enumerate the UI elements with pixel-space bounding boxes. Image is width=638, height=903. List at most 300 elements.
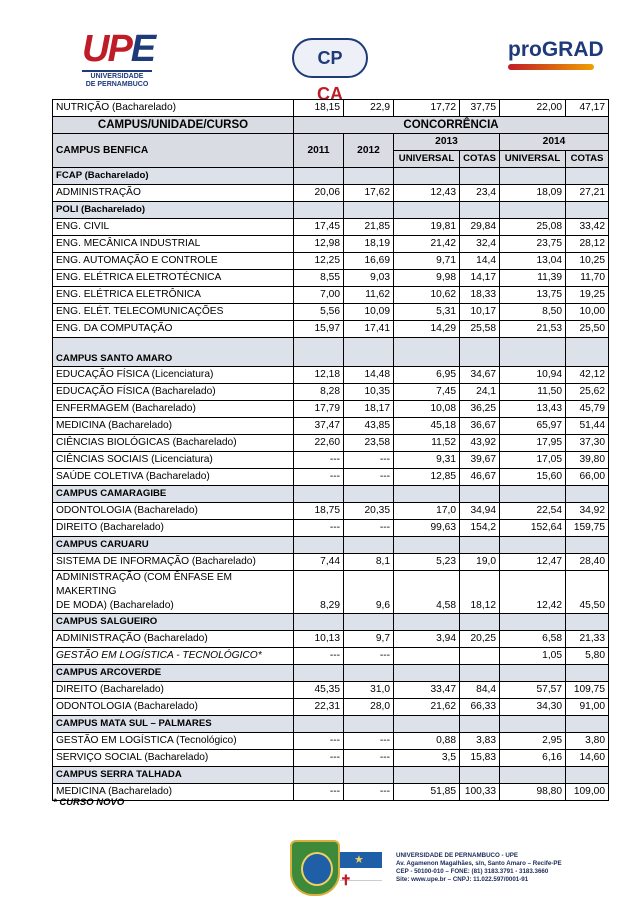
value-cell: --- [294, 733, 344, 750]
section-label: CAMPUS ARCOVERDE [53, 665, 294, 682]
page-header [0, 0, 638, 104]
empty-cell [566, 665, 609, 682]
value-cell: 21,33 [566, 631, 609, 648]
value-cell: 42,12 [566, 367, 609, 384]
value-cell: 20,25 [460, 631, 500, 648]
course-name: SAÚDE COLETIVA (Bacharelado) [53, 469, 294, 486]
header-row [53, 117, 609, 134]
value-cell: 10,09 [344, 304, 394, 321]
course-name: GESTÃO EM LOGÍSTICA (Tecnológico) [53, 733, 294, 750]
empty-cell [460, 202, 500, 219]
value-cell: 7,44 [294, 554, 344, 571]
section-label: POLI (Bacharelado) [53, 202, 294, 219]
empty-cell [294, 168, 344, 185]
value-cell: 33,42 [566, 219, 609, 236]
value-cell: 2,95 [500, 733, 566, 750]
empty-cell [460, 537, 500, 554]
value-cell: 25,08 [500, 219, 566, 236]
value-cell: 11,52 [394, 435, 460, 452]
empty-cell [500, 716, 566, 733]
course-name-line: ADMINISTRAÇÃO (COM ÊNFASE EM MAKERTING [56, 572, 233, 597]
table-row [53, 469, 609, 486]
section-row [53, 537, 609, 554]
value-cell: 23,75 [500, 236, 566, 253]
empty-cell [394, 767, 460, 784]
value-cell: 36,25 [460, 401, 500, 418]
header-universal: UNIVERSAL [394, 151, 460, 168]
empty-cell [460, 767, 500, 784]
value-cell: --- [294, 469, 344, 486]
value-cell: 28,0 [344, 699, 394, 716]
value-cell: --- [344, 750, 394, 767]
table-row [53, 435, 609, 452]
header-campus-unidade-curso: CAMPUS/UNIDADE/CURSO [53, 117, 294, 134]
value-cell: 10,17 [460, 304, 500, 321]
value-cell: 45,35 [294, 682, 344, 699]
value-cell: 19,0 [460, 554, 500, 571]
value-cell: 17,41 [344, 321, 394, 338]
section-row [53, 665, 609, 682]
value-cell: 12,85 [394, 469, 460, 486]
value-cell: 5,23 [394, 554, 460, 571]
value-cell: 3,5 [394, 750, 460, 767]
empty-cell [344, 202, 394, 219]
section-label: CAMPUS SALGUEIRO [53, 614, 294, 631]
section-row [53, 767, 609, 784]
table-row [53, 253, 609, 270]
value-cell: 98,80 [500, 784, 566, 801]
value-cell: 24,1 [460, 384, 500, 401]
course-name [53, 571, 294, 614]
section-row [53, 716, 609, 733]
table-row [53, 100, 609, 117]
course-name: EDUCAÇÃO FÍSICA (Bacharelado) [53, 384, 294, 401]
value-cell: 29,84 [460, 219, 500, 236]
empty-cell [394, 338, 460, 367]
empty-cell [344, 767, 394, 784]
table-row [53, 219, 609, 236]
empty-cell [460, 168, 500, 185]
value-cell: 13,43 [500, 401, 566, 418]
value-cell: 12,98 [294, 236, 344, 253]
value-cell: 18,75 [294, 503, 344, 520]
empty-cell [460, 665, 500, 682]
course-name: ENG. ELÉT. TELECOMUNICAÇÕES [53, 304, 294, 321]
value-cell: 15,97 [294, 321, 344, 338]
empty-cell [394, 614, 460, 631]
value-cell: 18,15 [294, 100, 344, 117]
value-cell: 21,85 [344, 219, 394, 236]
value-cell: 91,00 [566, 699, 609, 716]
table-row [53, 367, 609, 384]
value-cell: 18,12 [460, 571, 500, 614]
header-cotas: COTAS [566, 151, 609, 168]
empty-cell [294, 537, 344, 554]
empty-cell [566, 614, 609, 631]
value-cell: 22,31 [294, 699, 344, 716]
value-cell: 28,12 [566, 236, 609, 253]
value-cell: 100,33 [460, 784, 500, 801]
value-cell: 0,88 [394, 733, 460, 750]
value-cell: 45,50 [566, 571, 609, 614]
value-cell: 11,39 [500, 270, 566, 287]
empty-cell [566, 537, 609, 554]
course-name: SISTEMA DE INFORMAÇÃO (Bacharelado) [53, 554, 294, 571]
value-cell: 21,62 [394, 699, 460, 716]
value-cell: 17,05 [500, 452, 566, 469]
value-cell: 13,04 [500, 253, 566, 270]
value-cell: 51,85 [394, 784, 460, 801]
empty-cell [294, 614, 344, 631]
value-cell: 8,28 [294, 384, 344, 401]
course-name: SERVIÇO SOCIAL (Bacharelado) [53, 750, 294, 767]
value-cell: --- [294, 648, 344, 665]
value-cell: --- [294, 784, 344, 801]
value-cell: 37,30 [566, 435, 609, 452]
course-name: ENG. ELÉTRICA ELETRÔNICA [53, 287, 294, 304]
empty-cell [566, 338, 609, 367]
course-name: MEDICINA (Bacharelado) [53, 784, 294, 801]
value-cell: 8,55 [294, 270, 344, 287]
value-cell: 3,83 [460, 733, 500, 750]
header-concorrencia: CONCORRÊNCIA [294, 117, 609, 134]
empty-cell [460, 338, 500, 367]
value-cell: 3,94 [394, 631, 460, 648]
value-cell: 10,08 [394, 401, 460, 418]
value-cell: 34,92 [566, 503, 609, 520]
value-cell: 66,00 [566, 469, 609, 486]
pernambuco-seal-icon [290, 840, 340, 896]
empty-cell [460, 614, 500, 631]
section-label: CAMPUS MATA SUL – PALMARES [53, 716, 294, 733]
empty-cell [566, 716, 609, 733]
value-cell: 6,58 [500, 631, 566, 648]
value-cell: 23,4 [460, 185, 500, 202]
value-cell: 11,50 [500, 384, 566, 401]
value-cell: 109,00 [566, 784, 609, 801]
table-row [53, 631, 609, 648]
value-cell: 10,94 [500, 367, 566, 384]
empty-cell [294, 716, 344, 733]
value-cell: 5,80 [566, 648, 609, 665]
value-cell: 15,60 [500, 469, 566, 486]
empty-cell [394, 202, 460, 219]
table-row [53, 287, 609, 304]
value-cell: 8,1 [344, 554, 394, 571]
table-row [53, 648, 609, 665]
value-cell: 12,18 [294, 367, 344, 384]
value-cell: 57,57 [500, 682, 566, 699]
value-cell: 22,00 [500, 100, 566, 117]
empty-cell [394, 716, 460, 733]
value-cell: 12,42 [500, 571, 566, 614]
empty-cell [566, 767, 609, 784]
cross-icon: ✝ [340, 872, 352, 888]
course-name: ODONTOLOGIA (Bacharelado) [53, 503, 294, 520]
value-cell: 25,62 [566, 384, 609, 401]
value-cell: 46,67 [460, 469, 500, 486]
section-label: CAMPUS CARUARU [53, 537, 294, 554]
value-cell: --- [344, 648, 394, 665]
prograd-logo: proGRAD [508, 38, 604, 70]
value-cell: --- [294, 452, 344, 469]
empty-cell [294, 767, 344, 784]
table-row [53, 571, 609, 614]
header-universal: UNIVERSAL [500, 151, 566, 168]
table-row [53, 520, 609, 537]
value-cell: 9,7 [344, 631, 394, 648]
course-name: ADMINISTRAÇÃO [53, 185, 294, 202]
value-cell: 1,05 [500, 648, 566, 665]
course-name: ENG. CIVIL [53, 219, 294, 236]
value-cell: 19,81 [394, 219, 460, 236]
empty-cell [500, 486, 566, 503]
section-label: CAMPUS SANTO AMARO [53, 338, 294, 367]
empty-cell [344, 168, 394, 185]
table-row [53, 682, 609, 699]
empty-cell [294, 202, 344, 219]
value-cell: 33,47 [394, 682, 460, 699]
value-cell: 8,50 [500, 304, 566, 321]
section-row [53, 614, 609, 631]
course-name: GESTÃO EM LOGÍSTICA - TECNOLÓGICO* [53, 648, 294, 665]
empty-cell [394, 537, 460, 554]
value-cell: 18,33 [460, 287, 500, 304]
course-name: ENG. DA COMPUTAÇÃO [53, 321, 294, 338]
empty-cell [566, 486, 609, 503]
empty-cell [500, 665, 566, 682]
value-cell: --- [344, 520, 394, 537]
value-cell: 17,72 [394, 100, 460, 117]
course-name-line: DE MODA) (Bacharelado) [56, 600, 174, 611]
value-cell: 9,98 [394, 270, 460, 287]
value-cell: 6,16 [500, 750, 566, 767]
value-cell: 10,00 [566, 304, 609, 321]
value-cell: 7,00 [294, 287, 344, 304]
value-cell: 14,17 [460, 270, 500, 287]
value-cell: 34,30 [500, 699, 566, 716]
value-cell: 10,35 [344, 384, 394, 401]
value-cell: 32,4 [460, 236, 500, 253]
section-row [53, 168, 609, 185]
value-cell: 9,71 [394, 253, 460, 270]
value-cell: 13,75 [500, 287, 566, 304]
value-cell: 22,60 [294, 435, 344, 452]
value-cell: 31,0 [344, 682, 394, 699]
empty-cell [294, 665, 344, 682]
empty-cell [566, 202, 609, 219]
empty-cell [394, 168, 460, 185]
empty-cell [344, 338, 394, 367]
value-cell: 18,17 [344, 401, 394, 418]
value-cell: 99,63 [394, 520, 460, 537]
value-cell: 17,79 [294, 401, 344, 418]
empty-cell [344, 665, 394, 682]
value-cell: 12,47 [500, 554, 566, 571]
empty-cell [500, 168, 566, 185]
value-cell: 9,6 [344, 571, 394, 614]
course-name: ADMINISTRAÇÃO (Bacharelado) [53, 631, 294, 648]
value-cell: 20,06 [294, 185, 344, 202]
footer-address: UNIVERSIDADE DE PERNAMBUCO - UPE Av. Agamenon Magalhães, s/n, Santo Amaro – Recife-PE CEP - 50100-010 – FONE: (81) 3183.3791 - 3183.3660 Site: www.upe.br – CNPJ: 11.022.597/0001-91 [396, 852, 562, 883]
value-cell: 21,42 [394, 236, 460, 253]
table-row [53, 401, 609, 418]
table-row [53, 503, 609, 520]
header-2013: 2013 [394, 134, 500, 151]
value-cell: 47,17 [566, 100, 609, 117]
header-2014: 2014 [500, 134, 609, 151]
value-cell: 34,94 [460, 503, 500, 520]
table-row [53, 418, 609, 435]
header-2012: 2012 [344, 134, 394, 168]
section-label: CAMPUS SERRA TALHADA [53, 767, 294, 784]
value-cell: 14,60 [566, 750, 609, 767]
value-cell: 22,54 [500, 503, 566, 520]
header-row [53, 134, 609, 151]
value-cell: 45,79 [566, 401, 609, 418]
pernambuco-flag-icon: ★ [340, 852, 382, 880]
course-name: EDUCAÇÃO FÍSICA (Licenciatura) [53, 367, 294, 384]
empty-cell [460, 486, 500, 503]
value-cell: 14,48 [344, 367, 394, 384]
value-cell: 36,67 [460, 418, 500, 435]
value-cell: 16,69 [344, 253, 394, 270]
value-cell: 84,4 [460, 682, 500, 699]
value-cell: 10,13 [294, 631, 344, 648]
course-name: ENG. ELÉTRICA ELETROTÉCNICA [53, 270, 294, 287]
course-name: NUTRIÇÃO (Bacharelado) [53, 100, 294, 117]
value-cell: 3,80 [566, 733, 609, 750]
empty-cell [344, 716, 394, 733]
value-cell: 39,80 [566, 452, 609, 469]
value-cell: 37,75 [460, 100, 500, 117]
value-cell: 7,45 [394, 384, 460, 401]
value-cell: --- [344, 452, 394, 469]
value-cell: --- [294, 520, 344, 537]
value-cell: 21,53 [500, 321, 566, 338]
empty-cell [344, 614, 394, 631]
value-cell: --- [344, 733, 394, 750]
value-cell: 11,62 [344, 287, 394, 304]
course-name: ENG. MECÂNICA INDUSTRIAL [53, 236, 294, 253]
table-row [53, 384, 609, 401]
value-cell: 19,25 [566, 287, 609, 304]
cpca-logo: CP CA [292, 38, 368, 78]
empty-cell [500, 338, 566, 367]
value-cell: --- [344, 469, 394, 486]
value-cell: 43,85 [344, 418, 394, 435]
empty-cell [500, 614, 566, 631]
course-name: ENFERMAGEM (Bacharelado) [53, 401, 294, 418]
section-label: CAMPUS CAMARAGIBE [53, 486, 294, 503]
value-cell: 10,25 [566, 253, 609, 270]
table-row [53, 784, 609, 801]
table-row [53, 236, 609, 253]
empty-cell [394, 486, 460, 503]
value-cell: 152,64 [500, 520, 566, 537]
empty-cell [500, 537, 566, 554]
upe-logo: UPE UNIVERSIDADE DE PERNAMBUCO [82, 28, 155, 88]
header-cotas: COTAS [460, 151, 500, 168]
value-cell: 14,29 [394, 321, 460, 338]
empty-cell [500, 767, 566, 784]
header-campus-benfica: CAMPUS BENFICA [53, 134, 294, 168]
table-row [53, 699, 609, 716]
section-row [53, 202, 609, 219]
value-cell: 12,25 [294, 253, 344, 270]
value-cell: 51,44 [566, 418, 609, 435]
value-cell: 6,95 [394, 367, 460, 384]
course-name: DIREITO (Bacharelado) [53, 520, 294, 537]
value-cell: 11,70 [566, 270, 609, 287]
value-cell: 14,4 [460, 253, 500, 270]
value-cell: 20,35 [344, 503, 394, 520]
section-label: FCAP (Bacharelado) [53, 168, 294, 185]
course-name: ODONTOLOGIA (Bacharelado) [53, 699, 294, 716]
table-row [53, 733, 609, 750]
empty-cell [344, 486, 394, 503]
table-row [53, 304, 609, 321]
value-cell: 154,2 [460, 520, 500, 537]
value-cell: 65,97 [500, 418, 566, 435]
value-cell: 9,31 [394, 452, 460, 469]
value-cell: 109,75 [566, 682, 609, 699]
value-cell: 39,67 [460, 452, 500, 469]
value-cell: 159,75 [566, 520, 609, 537]
course-name: MEDICINA (Bacharelado) [53, 418, 294, 435]
value-cell: 15,83 [460, 750, 500, 767]
value-cell: 17,45 [294, 219, 344, 236]
empty-cell [500, 202, 566, 219]
empty-cell [294, 338, 344, 367]
section-row [53, 486, 609, 503]
value-cell: 25,50 [566, 321, 609, 338]
value-cell [460, 648, 500, 665]
header-2011: 2011 [294, 134, 344, 168]
value-cell: 22,9 [344, 100, 394, 117]
value-cell: --- [294, 750, 344, 767]
value-cell: 18,19 [344, 236, 394, 253]
value-cell: 43,92 [460, 435, 500, 452]
value-cell: 25,58 [460, 321, 500, 338]
value-cell [394, 648, 460, 665]
value-cell: 10,62 [394, 287, 460, 304]
value-cell: 8,29 [294, 571, 344, 614]
value-cell: 5,31 [394, 304, 460, 321]
value-cell: 28,40 [566, 554, 609, 571]
value-cell: 18,09 [500, 185, 566, 202]
value-cell: 17,95 [500, 435, 566, 452]
empty-cell [294, 486, 344, 503]
table-row [53, 321, 609, 338]
value-cell: 66,33 [460, 699, 500, 716]
value-cell: 45,18 [394, 418, 460, 435]
table-row [53, 554, 609, 571]
value-cell: 9,03 [344, 270, 394, 287]
table-row [53, 185, 609, 202]
value-cell: 37,47 [294, 418, 344, 435]
table-row [53, 750, 609, 767]
footnote: * CURSO NOVO [53, 797, 125, 808]
course-name: CIÊNCIAS SOCIAIS (Licenciatura) [53, 452, 294, 469]
empty-cell [566, 168, 609, 185]
value-cell: --- [344, 784, 394, 801]
table-row [53, 452, 609, 469]
concorrencia-table [52, 99, 609, 801]
course-name: ENG. AUTOMAÇÃO E CONTROLE [53, 253, 294, 270]
value-cell: 27,21 [566, 185, 609, 202]
value-cell: 5,56 [294, 304, 344, 321]
